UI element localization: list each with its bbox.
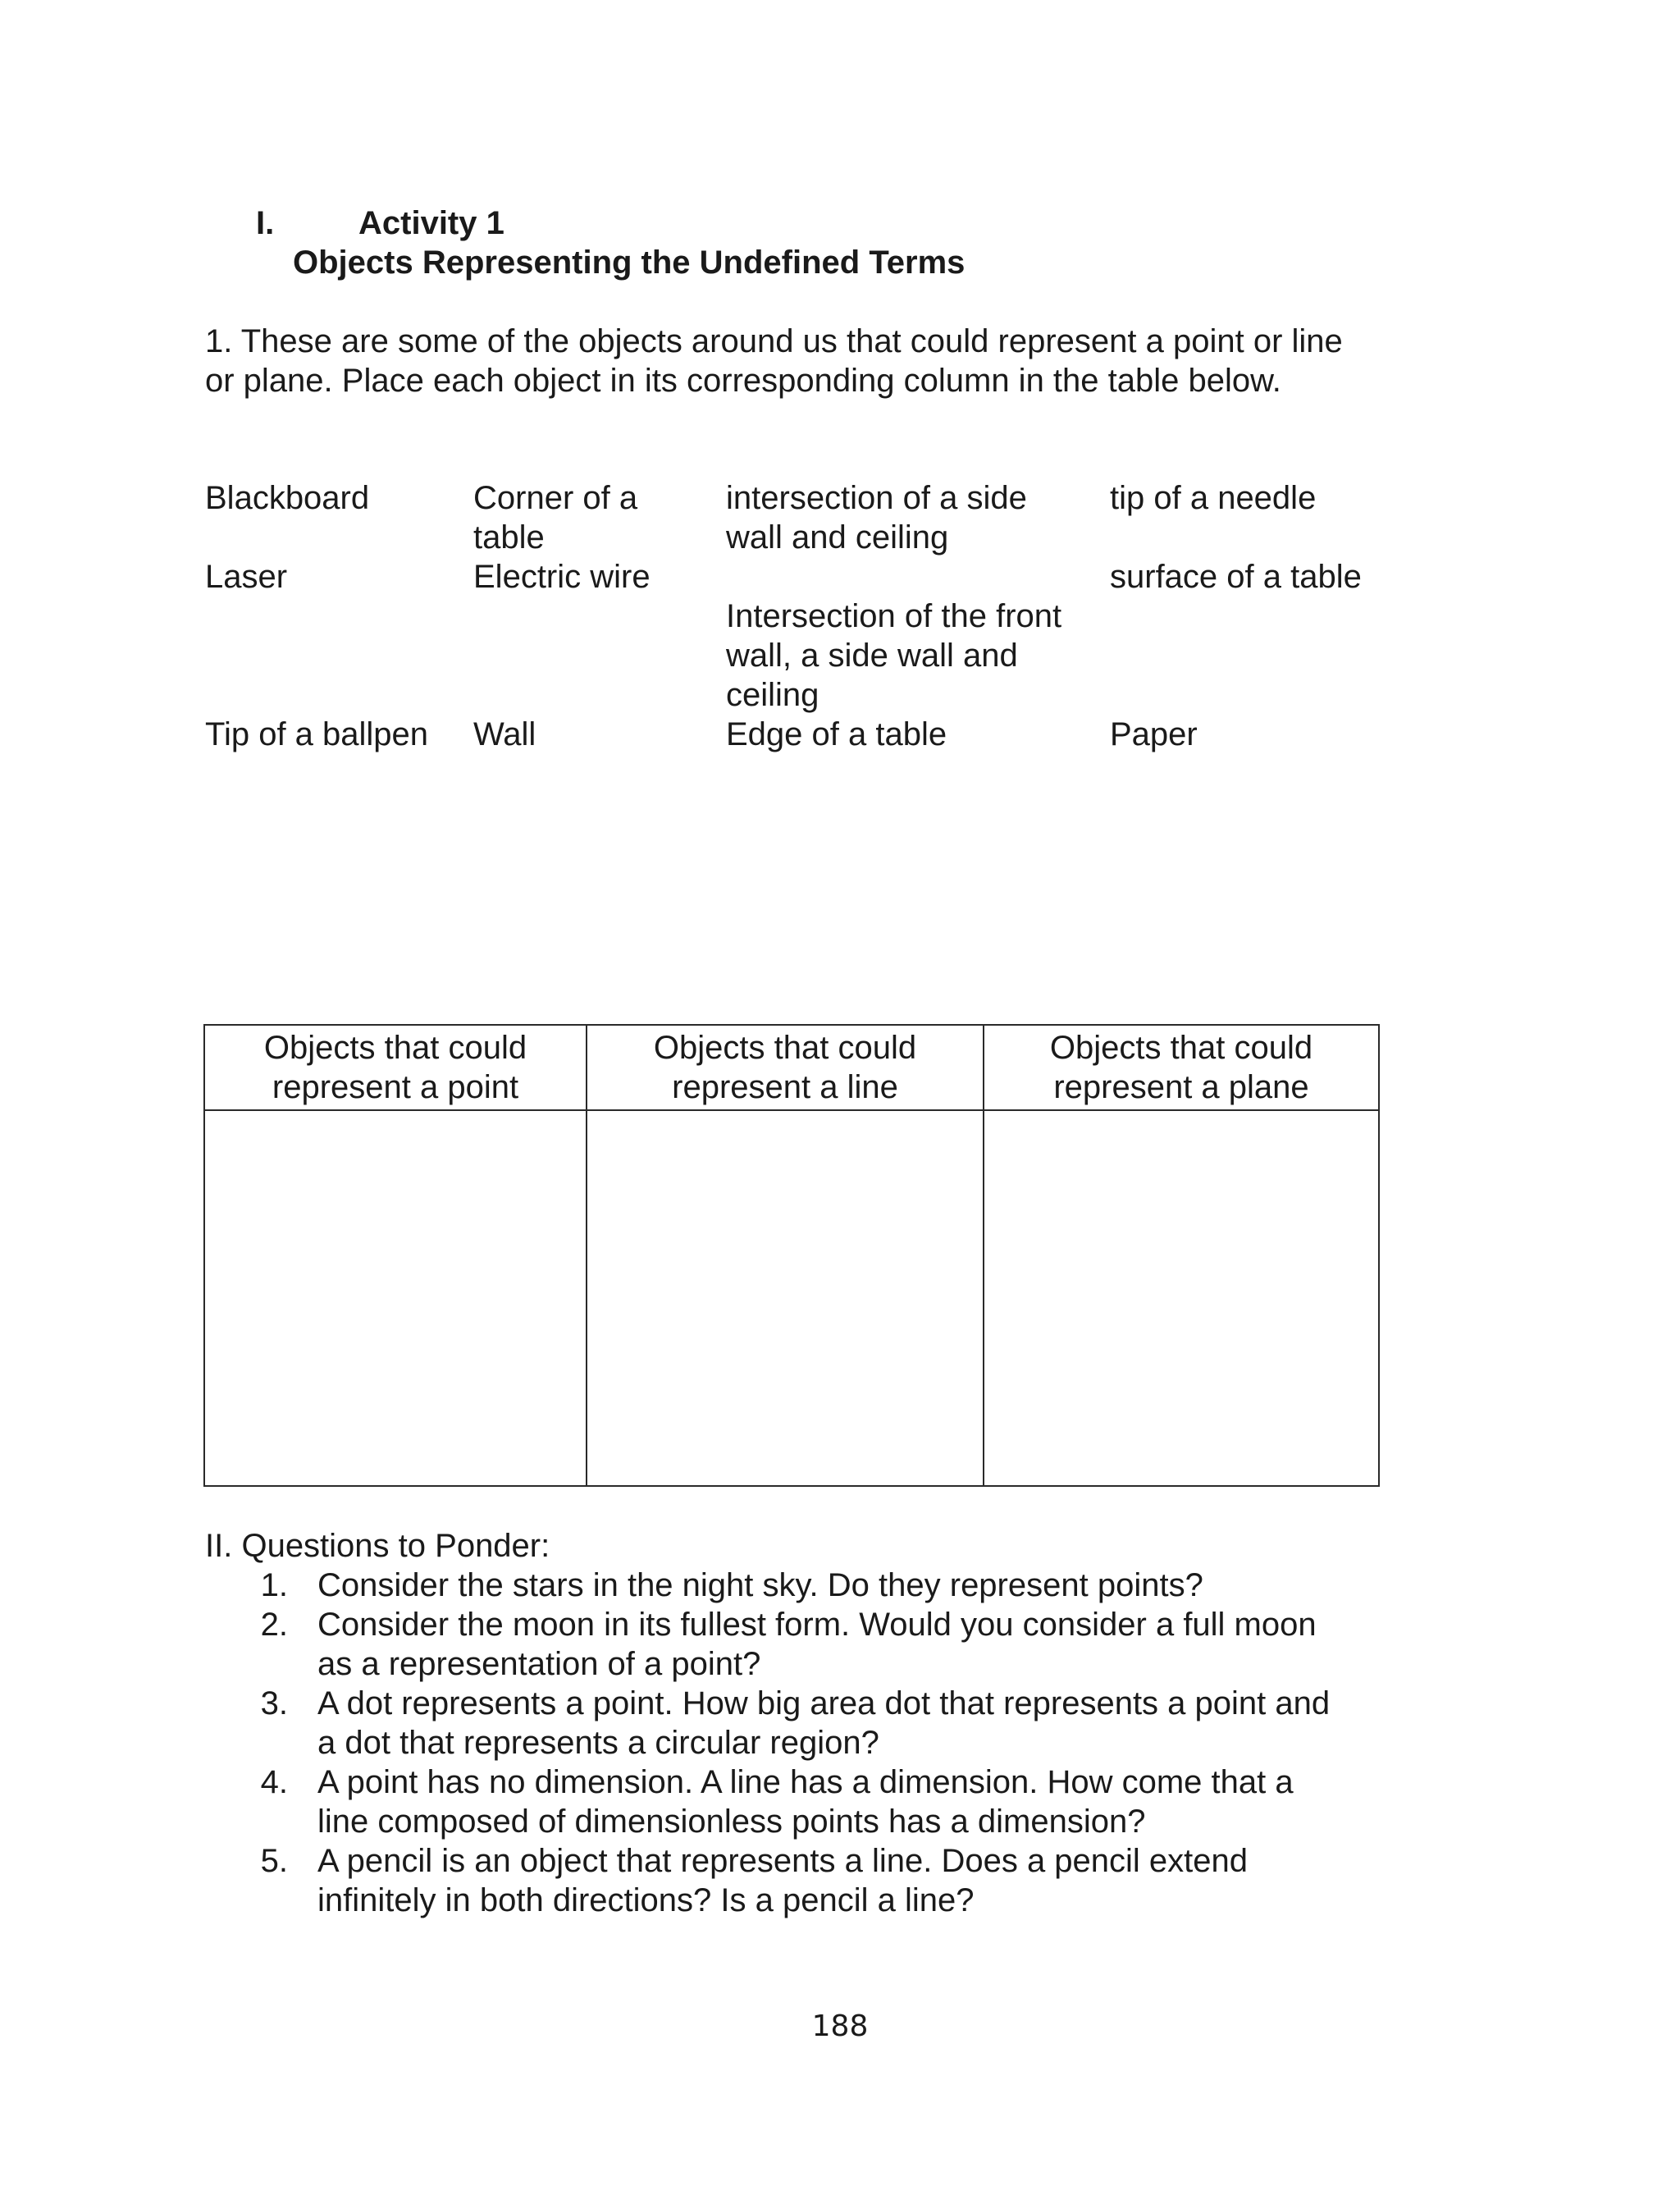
- section-number: I.: [256, 205, 275, 241]
- question-text: A pencil is an object that represents a line. Does a pencil extend: [317, 1843, 1249, 1879]
- question-number: 5.: [260, 1843, 288, 1879]
- table-answer-row: [204, 1110, 1379, 1486]
- object-tip-ballpen: Tip of a ballpen: [205, 716, 429, 752]
- activity-title: Activity 1: [358, 205, 504, 241]
- header-plane: [984, 1025, 1379, 1110]
- header-plane-line1: Objects that could: [1049, 1030, 1313, 1066]
- answer-cell-line[interactable]: [587, 1110, 984, 1486]
- question-text: as a representation of a point?: [317, 1646, 761, 1682]
- object-intersection-front-line3: ceiling: [726, 677, 819, 713]
- object-corner-table-line1: Corner of a: [473, 480, 638, 516]
- instruction-paragraph: 1. These are some of the objects around us that could represent a point or line or plane. Place each object in its corresponding column in the table below.: [205, 323, 1343, 399]
- object-corner-table-line2: table: [473, 519, 545, 556]
- header-line-line1: Objects that could: [653, 1030, 917, 1066]
- header-point-line2: represent a point: [272, 1069, 519, 1105]
- question-text: A dot represents a point. How big area dot that represents a point and: [317, 1685, 1331, 1721]
- question-number: 3.: [260, 1685, 288, 1721]
- table-header-row: [204, 1025, 1379, 1110]
- questions-heading: II. Questions to Ponder:: [205, 1528, 550, 1564]
- object-edge-table: Edge of a table: [726, 716, 947, 752]
- question-text: a dot that represents a circular region?: [317, 1725, 879, 1761]
- page-number: 188: [811, 2009, 869, 2043]
- answer-cell-plane[interactable]: [984, 1110, 1379, 1486]
- question-text: Consider the stars in the night sky. Do they represent points?: [317, 1567, 1203, 1603]
- question-text: Consider the moon in its fullest form. Would you consider a full moon: [317, 1607, 1317, 1643]
- question-number: 2.: [260, 1607, 288, 1643]
- object-intersection-side-line2: wall and ceiling: [726, 519, 949, 556]
- header-point: [204, 1025, 587, 1110]
- object-intersection-side-line1: intersection of a side: [726, 480, 1027, 516]
- object-blackboard: Blackboard: [205, 480, 370, 516]
- header-point-line1: Objects that could: [263, 1030, 527, 1066]
- question-text: infinitely in both directions? Is a pencil a line?: [317, 1882, 975, 1918]
- object-tip-needle: tip of a needle: [1110, 480, 1317, 516]
- object-paper: Paper: [1110, 716, 1198, 752]
- question-number: 1.: [260, 1567, 288, 1603]
- question-text: A point has no dimension. A line has a dimension. How come that a: [317, 1764, 1294, 1800]
- object-intersection-front-line2: wall, a side wall and: [726, 638, 1018, 674]
- object-electric-wire: Electric wire: [473, 559, 651, 595]
- object-wall: Wall: [473, 716, 536, 752]
- object-intersection-front-line1: Intersection of the front: [726, 598, 1062, 634]
- header-line: [587, 1025, 984, 1110]
- classification-table: [203, 1024, 1380, 1487]
- question-number: 4.: [260, 1764, 288, 1800]
- answer-cell-point[interactable]: [204, 1110, 587, 1486]
- header-plane-line2: represent a plane: [1053, 1069, 1309, 1105]
- object-laser: Laser: [205, 559, 288, 595]
- object-surface-table: surface of a table: [1110, 559, 1362, 595]
- header-line-line2: represent a line: [672, 1069, 898, 1105]
- activity-subtitle: Objects Representing the Undefined Terms: [293, 245, 966, 281]
- question-text: line composed of dimensionless points has a dimension?: [317, 1804, 1146, 1840]
